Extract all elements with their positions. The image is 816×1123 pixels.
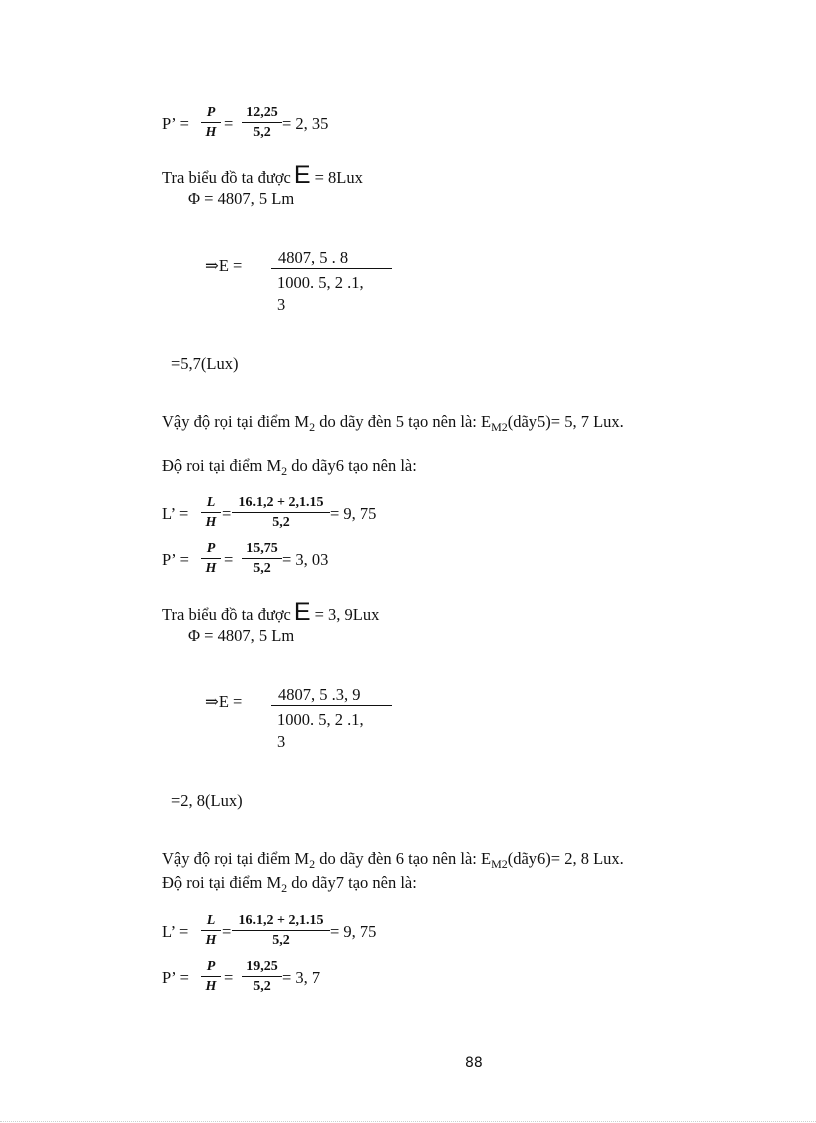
fraction-bar-1 xyxy=(271,268,392,269)
formula-l-fraction-lh-2 xyxy=(201,496,221,530)
formula-p-label-3: P’ = xyxy=(162,968,189,987)
fraction-numerator: P xyxy=(201,960,221,977)
fraction-numerator: 16.1,2 + 2,1.15 xyxy=(232,914,330,931)
illuminance-symbol: E xyxy=(293,161,311,189)
fraction-numerator: L xyxy=(201,496,221,513)
fraction-denominator: H xyxy=(205,933,217,948)
formula-equals-3: = xyxy=(222,922,232,941)
chart-reading-value: = 8Lux xyxy=(314,168,363,187)
subscript: 2 xyxy=(281,464,288,478)
conclusion-text: Vậy độ rọi tại điểm M xyxy=(162,849,310,868)
conclusion-text: Vậy độ rọi tại điểm M xyxy=(162,412,310,431)
formula-p-fraction-value-3 xyxy=(242,960,282,994)
formula-l-fraction-value-3 xyxy=(232,914,330,948)
conclusion-line-2 xyxy=(162,849,624,871)
formula-e-numerator-1: 4807, 5 . 8 xyxy=(278,248,349,267)
formula-p-fraction-ph-2 xyxy=(201,542,221,576)
formula-l-fraction-value-2 xyxy=(232,496,330,530)
chart-reading-text-2 xyxy=(162,600,379,625)
formula-l-result-3: = 9, 75 xyxy=(330,922,377,941)
fraction-denominator: H xyxy=(205,561,217,576)
chart-reading-label: Tra biểu đồ ta được xyxy=(162,605,291,624)
fraction-denominator: H xyxy=(205,125,217,140)
formula-e-label-1: ⇒E = xyxy=(205,256,243,275)
fraction-denominator: 5,2 xyxy=(272,933,290,948)
conclusion-text: (dãy6)= 2, 8 Lux. xyxy=(507,849,624,868)
conclusion-text: do dãy đèn 5 tạo nên là: E xyxy=(315,412,492,431)
intro-text: Độ roi tại điểm M xyxy=(162,873,282,892)
formula-e-denominator-2: 1000. 5, 2 .1, xyxy=(277,710,364,729)
fraction-numerator: P xyxy=(201,106,221,123)
formula-e-denominator-1: 1000. 5, 2 .1, xyxy=(277,273,364,292)
formula-equals-1: = xyxy=(224,114,234,133)
conclusion-text: (dãy5)= 5, 7 Lux. xyxy=(507,412,624,431)
illuminance-symbol: E xyxy=(293,598,311,626)
formula-l-label-3: L’ = xyxy=(162,922,189,941)
formula-equals-3b: = xyxy=(224,968,234,987)
intro-text: Độ roi tại điểm M xyxy=(162,456,282,475)
formula-e-result-1: =5,7(Lux) xyxy=(171,354,239,373)
formula-p-result-1: = 2, 35 xyxy=(282,114,329,133)
fraction-denominator: 5,2 xyxy=(253,125,271,140)
formula-p-label-1: P’ = xyxy=(162,114,189,133)
fraction-numerator: 16.1,2 + 2,1.15 xyxy=(232,496,330,513)
luminous-flux-line-2: Φ = 4807, 5 Lm xyxy=(188,626,295,645)
fraction-denominator: 5,2 xyxy=(253,561,271,576)
fraction-numerator: 15,75 xyxy=(242,542,282,559)
formula-e-denominator-wrap-1: 3 xyxy=(277,295,286,314)
formula-e-denominator-wrap-2: 3 xyxy=(277,732,286,751)
formula-p-fraction-ph-1 xyxy=(201,106,221,140)
intro-text: do dãy6 tạo nên là: xyxy=(287,456,417,475)
fraction-bar-2 xyxy=(271,705,392,706)
subscript: 2 xyxy=(309,420,316,434)
intro-line-3 xyxy=(162,873,417,895)
fraction-denominator: H xyxy=(205,515,217,530)
formula-l-label-2: L’ = xyxy=(162,504,189,523)
formula-l-fraction-lh-3 xyxy=(201,914,221,948)
conclusion-text: do dãy đèn 6 tạo nên là: E xyxy=(315,849,492,868)
chart-reading-text-1 xyxy=(162,163,363,188)
subscript: 2 xyxy=(309,857,316,871)
formula-e-label-2: ⇒E = xyxy=(205,692,243,711)
page-bottom-divider xyxy=(0,1121,816,1122)
subscript: 2 xyxy=(281,881,288,895)
fraction-denominator: H xyxy=(205,979,217,994)
fraction-denominator: 5,2 xyxy=(272,515,290,530)
subscript: M2 xyxy=(491,857,508,871)
formula-p-label-2: P’ = xyxy=(162,550,189,569)
chart-reading-label: Tra biểu đồ ta được xyxy=(162,168,291,187)
formula-equals-2b: = xyxy=(224,550,234,569)
chart-reading-value: = 3, 9Lux xyxy=(314,605,380,624)
formula-e-numerator-2: 4807, 5 .3, 9 xyxy=(278,685,361,704)
fraction-numerator: L xyxy=(201,914,221,931)
fraction-numerator: 12,25 xyxy=(242,106,282,123)
subscript: M2 xyxy=(491,420,508,434)
formula-l-result-2: = 9, 75 xyxy=(330,504,377,523)
formula-equals-2: = xyxy=(222,504,232,523)
page-number: 88 xyxy=(465,1055,483,1071)
intro-line-2 xyxy=(162,456,417,478)
fraction-numerator: 19,25 xyxy=(242,960,282,977)
formula-p-fraction-value-1 xyxy=(242,106,282,140)
formula-p-fraction-ph-3 xyxy=(201,960,221,994)
formula-p-fraction-value-2 xyxy=(242,542,282,576)
formula-e-result-2: =2, 8(Lux) xyxy=(171,791,243,810)
conclusion-line-1 xyxy=(162,412,624,434)
luminous-flux-line-1: Φ = 4807, 5 Lm xyxy=(188,189,295,208)
intro-text: do dãy7 tạo nên là: xyxy=(287,873,417,892)
fraction-denominator: 5,2 xyxy=(253,979,271,994)
fraction-numerator: P xyxy=(201,542,221,559)
formula-p-result-2: = 3, 03 xyxy=(282,550,329,569)
formula-p-result-3: = 3, 7 xyxy=(282,968,321,987)
